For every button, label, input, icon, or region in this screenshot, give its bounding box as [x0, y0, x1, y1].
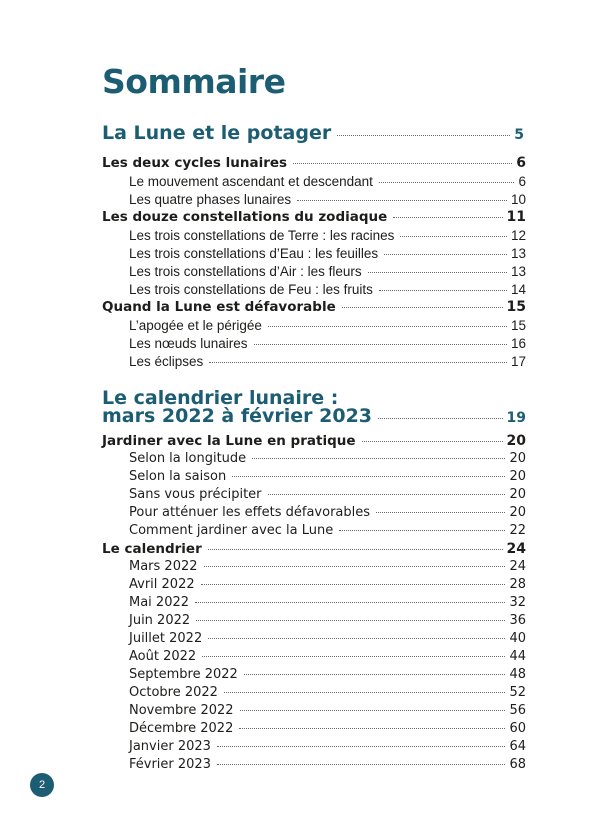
toc-page: 68	[509, 757, 526, 772]
toc-section[interactable]	[0, 451, 600, 466]
toc-section[interactable]	[0, 469, 600, 484]
toc-section-label: L’apogée et le périgée	[129, 318, 262, 333]
toc-part-2-line-1[interactable]: Le calendrier lunaire :	[102, 387, 339, 409]
toc-page: 13	[510, 264, 526, 279]
toc-page: 13	[510, 246, 526, 261]
toc-page: 20	[506, 433, 526, 449]
toc-leader	[268, 326, 507, 327]
toc-page: 19	[506, 410, 526, 426]
toc-month[interactable]	[0, 739, 600, 754]
toc-page: 60	[509, 721, 526, 736]
toc-leader	[268, 494, 506, 495]
toc-part-1[interactable]	[0, 122, 600, 144]
toc-leader	[224, 692, 505, 693]
toc-leader	[297, 200, 507, 201]
toc-page: 64	[509, 739, 526, 754]
toc-chapter-label: Le calendrier	[102, 541, 202, 557]
toc-section[interactable]	[0, 192, 600, 207]
toc-section-label: Les trois constellations d’Air : les fleurs	[129, 264, 362, 279]
toc-page: 24	[506, 541, 526, 557]
toc-leader	[252, 458, 505, 459]
toc-chapter[interactable]	[0, 209, 600, 225]
toc-leader	[362, 441, 503, 442]
toc-page: 10	[510, 192, 526, 207]
toc-month[interactable]	[0, 595, 600, 610]
toc-section-label: Selon la saison	[129, 469, 227, 484]
toc-page: 32	[509, 595, 526, 610]
toc-part-label: mars 2022 à février 2023	[102, 405, 373, 427]
toc-leader	[368, 272, 507, 273]
toc-section[interactable]	[0, 505, 600, 520]
toc-leader	[208, 549, 503, 550]
toc-section-label: Sans vous précipiter	[129, 487, 262, 502]
toc-leader	[293, 163, 512, 164]
toc-page: 48	[509, 667, 526, 682]
toc-page: 15	[506, 299, 526, 315]
toc-leader	[379, 290, 507, 291]
toc-section[interactable]	[0, 336, 600, 351]
toc-leader	[378, 418, 502, 419]
toc-chapter[interactable]	[0, 541, 600, 557]
toc-page: 24	[509, 559, 526, 574]
toc-section-label: Comment jardiner avec la Lune	[129, 523, 334, 538]
toc-leader	[195, 602, 505, 603]
toc-chapter-label: Jardiner avec la Lune en pratique	[102, 433, 356, 449]
toc-section-label: Les nœuds lunaires	[129, 336, 248, 351]
toc-page: 20	[509, 451, 526, 466]
toc-month-label: Avril 2022	[129, 577, 195, 592]
toc-leader	[240, 710, 506, 711]
toc-month[interactable]	[0, 613, 600, 628]
toc-month[interactable]	[0, 631, 600, 646]
toc-month[interactable]	[0, 757, 600, 772]
toc-chapter[interactable]	[0, 155, 600, 171]
toc-leader	[196, 620, 505, 621]
toc-leader	[209, 362, 507, 363]
toc-month-label: Juin 2022	[129, 613, 191, 628]
toc-section-label: Les quatre phases lunaires	[129, 192, 292, 207]
toc-page: 6	[516, 155, 526, 171]
toc-section[interactable]	[0, 487, 600, 502]
toc-section[interactable]	[0, 246, 600, 261]
toc-leader	[379, 182, 515, 183]
toc-month-label: Septembre 2022	[129, 667, 238, 682]
toc-page: 12	[510, 228, 526, 243]
toc-month[interactable]	[0, 667, 600, 682]
toc-page: 28	[509, 577, 526, 592]
toc-section-label: Selon la longitude	[129, 451, 247, 466]
toc-leader	[337, 135, 510, 136]
toc-month-label: Janvier 2023	[129, 739, 211, 754]
toc-month-label: Décembre 2022	[129, 721, 234, 736]
toc-page: 15	[510, 318, 526, 333]
toc-chapter[interactable]	[0, 299, 600, 315]
toc-month[interactable]	[0, 559, 600, 574]
toc-section[interactable]	[0, 354, 600, 369]
toc-section[interactable]	[0, 228, 600, 243]
toc-leader	[244, 674, 506, 675]
toc-page: 17	[510, 354, 526, 369]
page-number-badge: 2	[30, 773, 54, 797]
toc-page: 20	[509, 505, 526, 520]
toc-leader	[208, 638, 505, 639]
toc-page: 20	[509, 487, 526, 502]
toc-page: 36	[509, 613, 526, 628]
toc-leader	[342, 307, 503, 308]
toc-month[interactable]	[0, 577, 600, 592]
toc-page: 6	[518, 174, 526, 189]
toc-month-label: Février 2023	[129, 757, 211, 772]
toc-leader	[201, 584, 506, 585]
toc-chapter-label: Les douze constellations du zodiaque	[102, 209, 388, 225]
toc-month[interactable]	[0, 649, 600, 664]
toc-page: 56	[509, 703, 526, 718]
toc-section-label: Les trois constellations d’Eau : les feuilles	[129, 246, 379, 261]
toc-section[interactable]	[0, 282, 600, 297]
toc-page: 5	[514, 127, 524, 143]
toc-leader	[204, 566, 506, 567]
toc-chapter-label: Quand la Lune est défavorable	[102, 299, 336, 315]
toc-page: 52	[509, 685, 526, 700]
toc-leader	[376, 512, 505, 513]
toc-leader	[254, 344, 507, 345]
toc-chapter[interactable]	[0, 433, 600, 449]
toc-chapter-label: Les deux cycles lunaires	[102, 155, 288, 171]
toc-section-label: Le mouvement ascendant et descendant	[129, 174, 373, 189]
page-title: Sommaire	[102, 62, 286, 101]
toc-page: 14	[510, 282, 526, 297]
toc-section-label: Les éclipses	[129, 354, 204, 369]
toc-leader	[384, 254, 507, 255]
toc-leader	[393, 217, 502, 218]
toc-section[interactable]	[0, 523, 600, 538]
toc-section[interactable]	[0, 318, 600, 333]
toc-leader	[239, 728, 505, 729]
toc-month-label: Juillet 2022	[129, 631, 203, 646]
toc-section-label: Pour atténuer les effets défavorables	[129, 505, 371, 520]
toc-page: 20	[509, 469, 526, 484]
toc-page: 44	[509, 649, 526, 664]
toc-leader	[339, 530, 505, 531]
toc-leader	[217, 764, 505, 765]
toc-section[interactable]	[0, 264, 600, 279]
toc-leader	[400, 236, 507, 237]
toc-part-label: La Lune et le potager	[102, 122, 332, 144]
toc-page: 40	[509, 631, 526, 646]
toc-month[interactable]	[0, 721, 600, 736]
toc-part-2[interactable]	[0, 405, 600, 427]
toc-month[interactable]	[0, 685, 600, 700]
toc-page: 16	[510, 336, 526, 351]
toc-month-label: Août 2022	[129, 649, 197, 664]
toc-leader	[232, 476, 505, 477]
toc-section-label: Les trois constellations de Feu : les fruits	[129, 282, 373, 297]
toc-month-label: Mars 2022	[129, 559, 198, 574]
toc-page: 22	[509, 523, 526, 538]
toc-leader	[202, 656, 505, 657]
toc-section[interactable]	[0, 174, 600, 189]
toc-month[interactable]	[0, 703, 600, 718]
toc-month-label: Novembre 2022	[129, 703, 234, 718]
toc-month-label: Mai 2022	[129, 595, 190, 610]
toc-leader	[217, 746, 506, 747]
toc-month-label: Octobre 2022	[129, 685, 218, 700]
toc-page: 11	[506, 209, 526, 225]
toc-section-label: Les trois constellations de Terre : les racines	[129, 228, 395, 243]
